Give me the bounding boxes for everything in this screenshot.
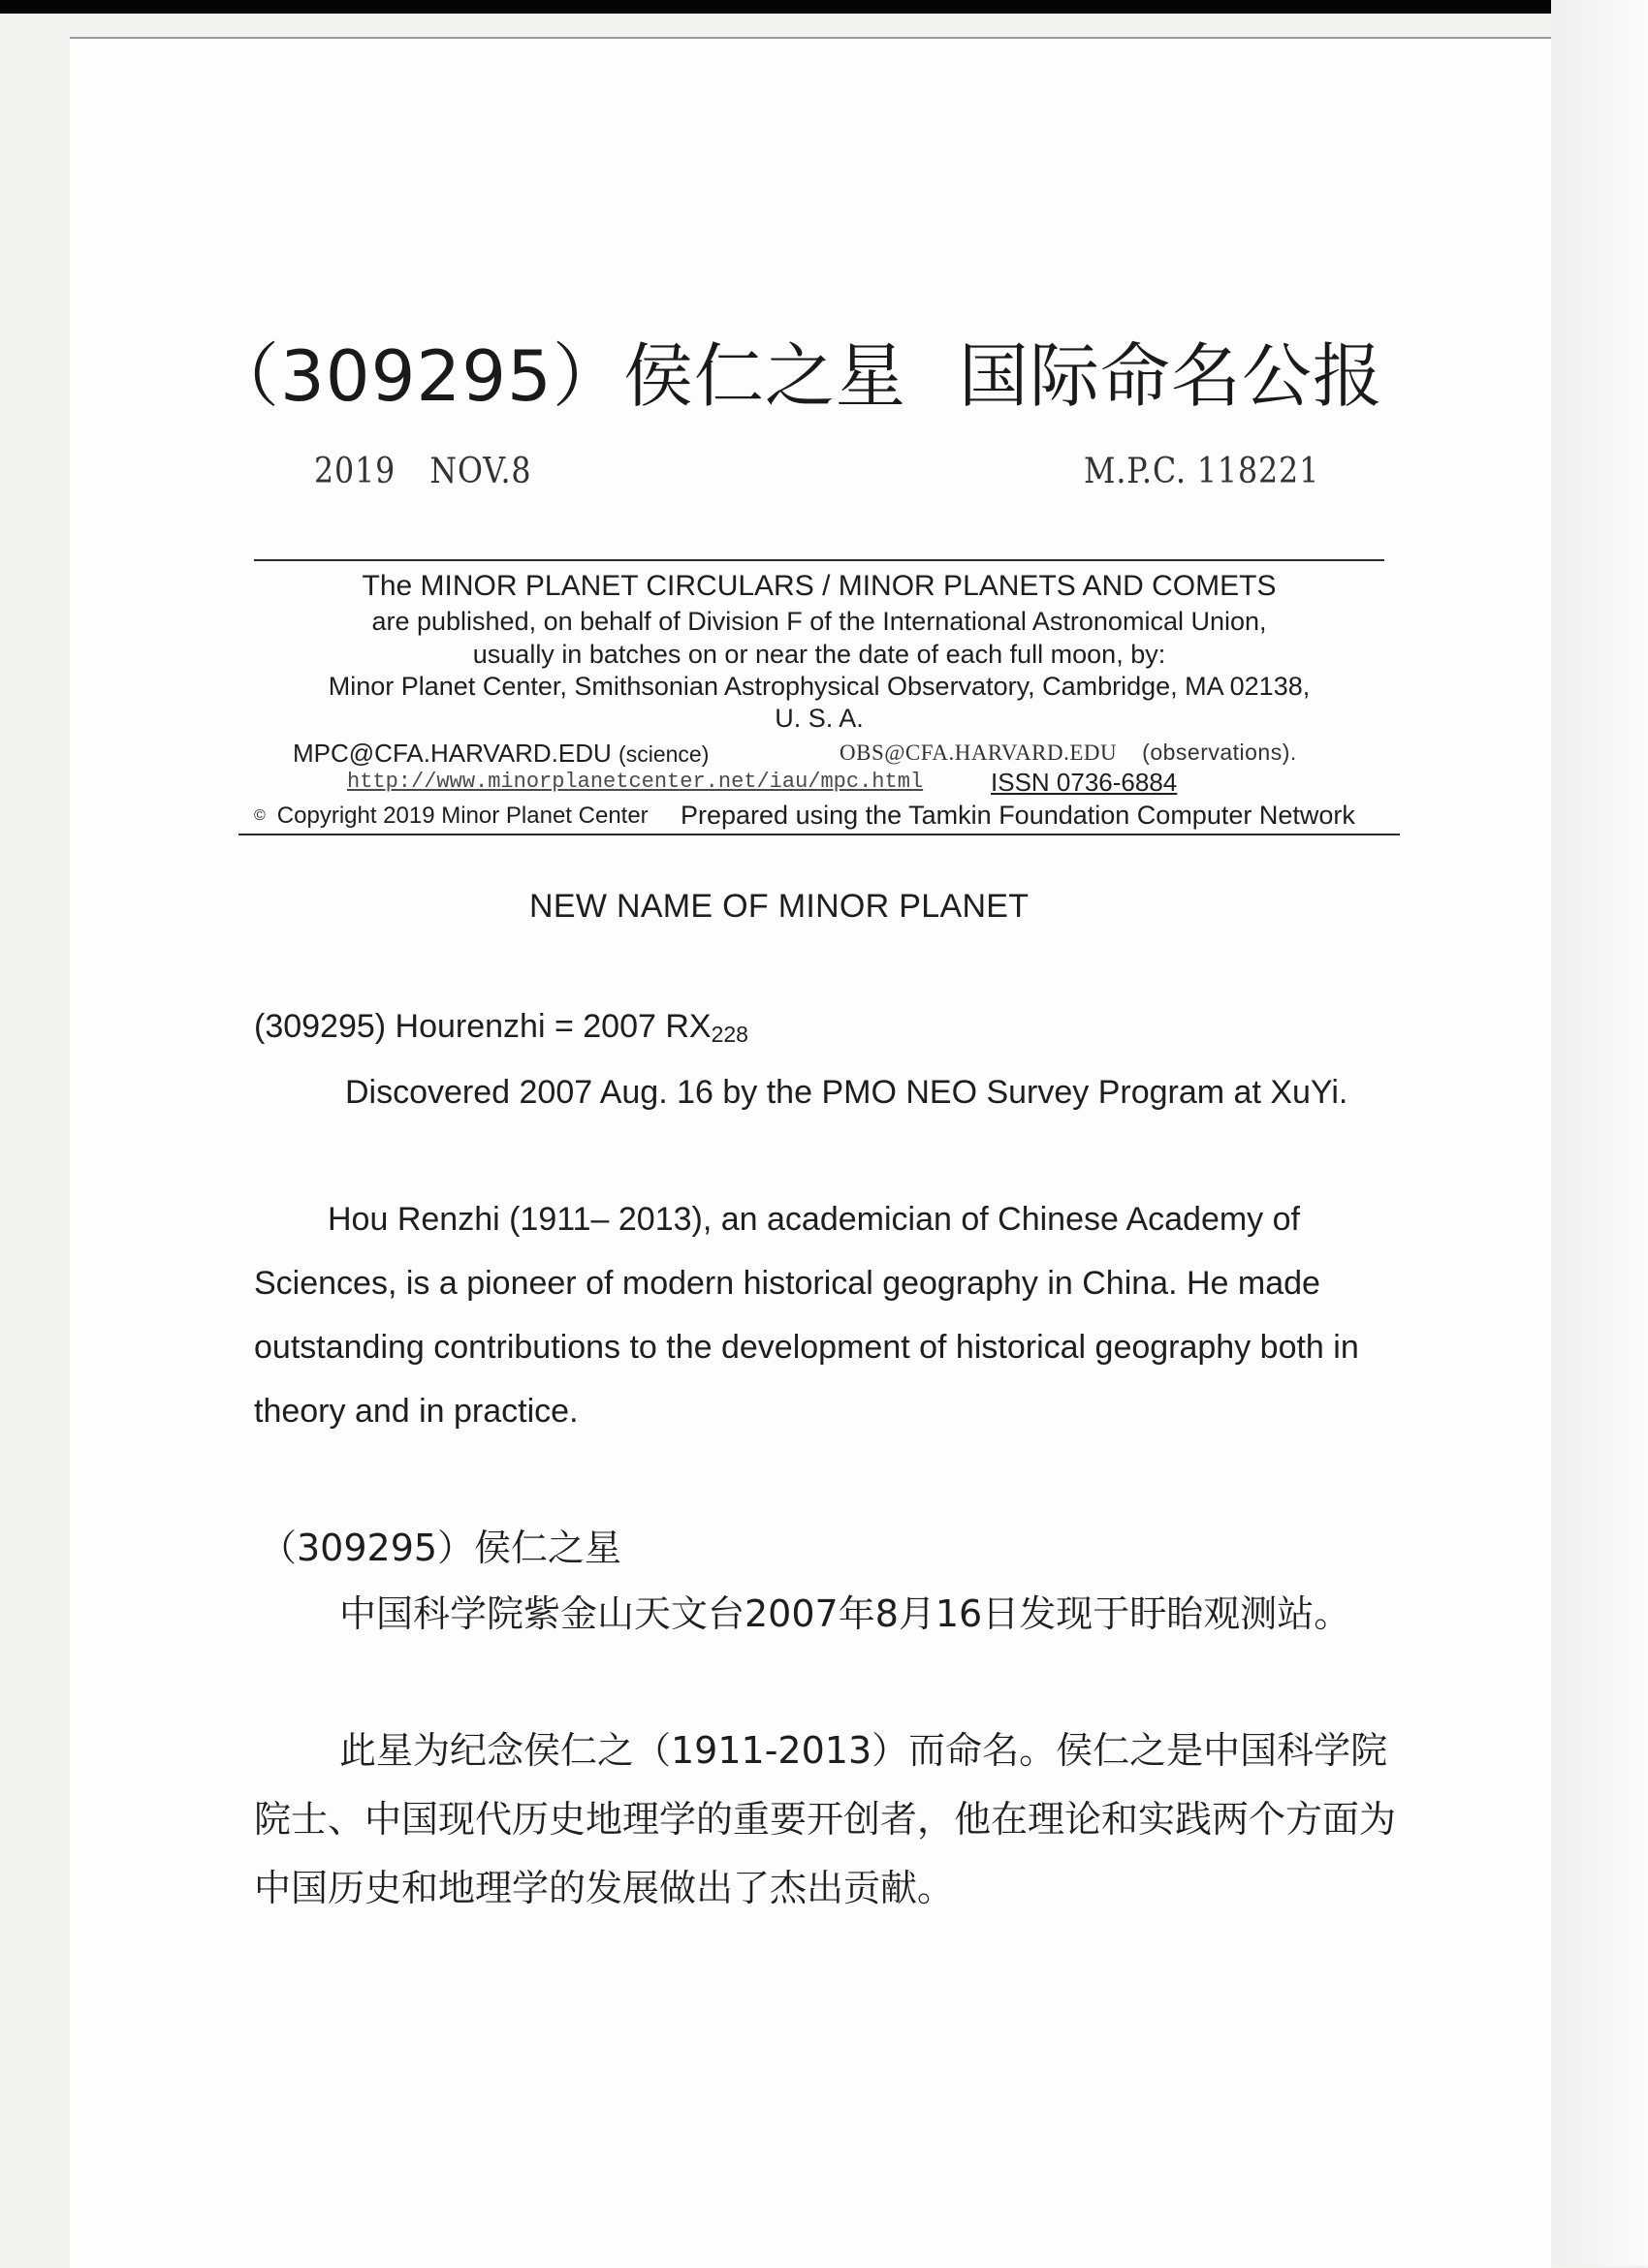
- publisher-line-4: Minor Planet Center, Smithsonian Astrophysical Observatory, Cambridge, MA 02138,: [328, 672, 1311, 701]
- title-right: 国际命名公报: [958, 335, 1383, 417]
- title-left: （309295）侯仁之星: [209, 335, 906, 417]
- planet-designation: [254, 1008, 748, 1048]
- prepared-note: Prepared using the Tamkin Foundation Computer Network: [681, 801, 1355, 830]
- email-science: [293, 739, 709, 769]
- date-day: NOV.8: [429, 452, 532, 491]
- email-obs-note: (observations).: [1142, 740, 1297, 765]
- header-rule-top: [254, 559, 1384, 561]
- email-science-note: (science): [618, 741, 710, 767]
- email-obs-address: OBS@CFA.HARVARD.EDU: [840, 740, 1118, 765]
- copyright-symbol: ©: [254, 807, 266, 824]
- section-title: NEW NAME OF MINOR PLANET: [529, 888, 1030, 925]
- chinese-planet-name: （309295）侯仁之星: [260, 1527, 622, 1569]
- page-title: [209, 320, 1431, 421]
- email-observations: [840, 740, 1297, 766]
- mpc-url: http://www.minorplanetcenter.net/iau/mpc.html: [347, 770, 924, 794]
- designation-subscript: 228: [711, 1022, 748, 1047]
- copyright-text: Copyright 2019 Minor Planet Center: [276, 803, 649, 829]
- publisher-line-5: U. S. A.: [775, 704, 864, 733]
- chinese-discovery-paragraph: 中国科学院紫金山天文台2007年8月16日发现于盱眙观测站。: [339, 1592, 1351, 1635]
- copyright: [254, 803, 649, 830]
- discovery-paragraph: Discovered 2007 Aug. 16 by the PMO NEO Survey Program at XuYi.: [345, 1074, 1348, 1111]
- chinese-citation-paragraph: 此星为纪念侯仁之（1911-2013）而命名。侯仁之是中国科学院院士、中国现代历史地理学的重要开创者，他在理论和实践两个方面为中国历史和地理学的发展做出了杰出贡献。: [254, 1729, 1397, 1909]
- publisher-line-3: usually in batches on or near the date of each full moon, by:: [472, 640, 1166, 669]
- header-rule-bottom: [238, 834, 1400, 835]
- date-year: 2019: [314, 452, 396, 491]
- issn: ISSN 0736-6884: [991, 768, 1178, 797]
- email-science-address: MPC@CFA.HARVARD.EDU: [293, 739, 612, 768]
- circular-number: M.P.C. 118221: [1084, 452, 1320, 491]
- publisher-line-2: are published, on behalf of Division F of the International Astronomical Union,: [371, 607, 1267, 636]
- publisher-line-1: The MINOR PLANET CIRCULARS / MINOR PLANETS AND COMETS: [362, 570, 1277, 602]
- designation-text: (309295) Hourenzhi = 2007 RX: [254, 1008, 712, 1045]
- scan-border-top: [0, 0, 1648, 14]
- publication-date: [314, 452, 531, 491]
- scan-border-right: [1551, 0, 1648, 2266]
- citation-paragraph: Hou Renzhi (1911– 2013), an academician of Chinese Academy of Sciences, is a pioneer of modern historical geography in China. He made outstanding contributions to the development of historical geography both in theory and in practice.: [254, 1201, 1359, 1430]
